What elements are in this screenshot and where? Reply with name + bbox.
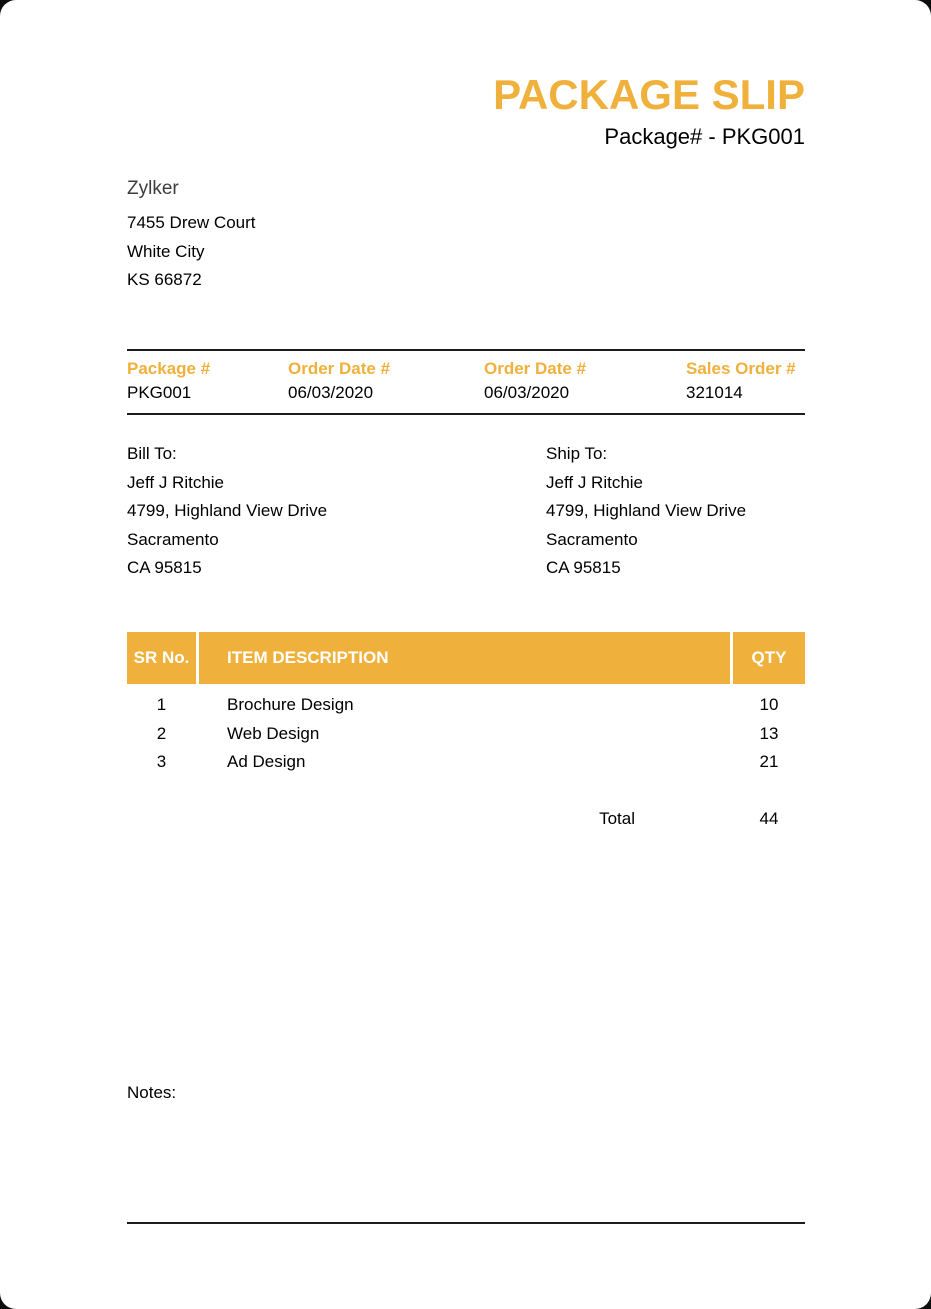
item-description: Web Design xyxy=(227,723,320,743)
header-sr-no: SR No. xyxy=(127,632,196,684)
header-item-description: ITEM DESCRIPTION xyxy=(199,632,730,684)
item-qty: 21 xyxy=(759,752,779,771)
company-block xyxy=(127,178,256,295)
info-label: Sales Order # xyxy=(686,359,796,378)
notes-label: Notes: xyxy=(127,1083,177,1102)
total-label: Total xyxy=(599,808,635,828)
item-qty: 13 xyxy=(759,723,779,743)
company-address-line: KS 66872 xyxy=(127,270,202,289)
document-header xyxy=(127,72,805,150)
info-value: 06/03/2020 xyxy=(484,383,570,402)
info-label: Order Date # xyxy=(484,359,587,378)
info-value: PKG001 xyxy=(127,383,192,402)
items-table xyxy=(127,632,805,833)
bill-to-line: CA 95815 xyxy=(127,558,202,577)
ship-to-label: Ship To: xyxy=(546,444,608,463)
table-row xyxy=(127,748,805,777)
table-row xyxy=(127,720,805,749)
total-row xyxy=(127,805,805,834)
company-address-line: White City xyxy=(127,241,205,261)
package-number: Package# - PKG001 xyxy=(604,124,805,150)
total-value: 44 xyxy=(759,808,779,828)
info-column-order-date-2 xyxy=(484,357,686,405)
items-table-body xyxy=(127,684,805,777)
bottom-divider xyxy=(127,1222,805,1224)
item-sr: 2 xyxy=(156,723,167,743)
info-value: 06/03/2020 xyxy=(288,383,374,402)
item-description: Brochure Design xyxy=(227,695,354,714)
item-qty: 10 xyxy=(759,695,779,714)
order-info-table xyxy=(127,349,805,415)
info-value: 321014 xyxy=(686,383,743,402)
table-row xyxy=(127,691,805,720)
info-label: Order Date # xyxy=(288,359,391,378)
company-address xyxy=(127,209,256,295)
ship-to-line: Sacramento xyxy=(546,529,638,549)
header-qty: QTY xyxy=(733,632,805,684)
bill-to-section xyxy=(127,440,546,583)
item-sr: 1 xyxy=(156,695,167,714)
item-description: Ad Design xyxy=(227,752,306,771)
company-name: Zylker xyxy=(127,178,179,199)
bill-to-line: 4799, Highland View Drive xyxy=(127,501,328,520)
item-sr: 3 xyxy=(156,752,167,771)
items-table-header xyxy=(127,632,805,684)
ship-to-section xyxy=(546,440,805,583)
info-column-order-date-1 xyxy=(288,357,484,405)
bill-to-line: Sacramento xyxy=(127,529,219,549)
bill-to-line: Jeff J Ritchie xyxy=(127,472,225,492)
info-column-package xyxy=(127,357,288,405)
page-title: PACKAGE SLIP xyxy=(493,71,805,118)
ship-to-line: Jeff J Ritchie xyxy=(546,472,644,492)
ship-to-line: 4799, Highland View Drive xyxy=(546,501,747,520)
company-address-line: 7455 Drew Court xyxy=(127,213,256,232)
bill-to-label: Bill To: xyxy=(127,444,177,463)
addresses-section xyxy=(127,440,805,583)
ship-to-line: CA 95815 xyxy=(546,558,621,577)
info-label: Package # xyxy=(127,359,211,378)
info-column-sales-order xyxy=(686,357,805,405)
